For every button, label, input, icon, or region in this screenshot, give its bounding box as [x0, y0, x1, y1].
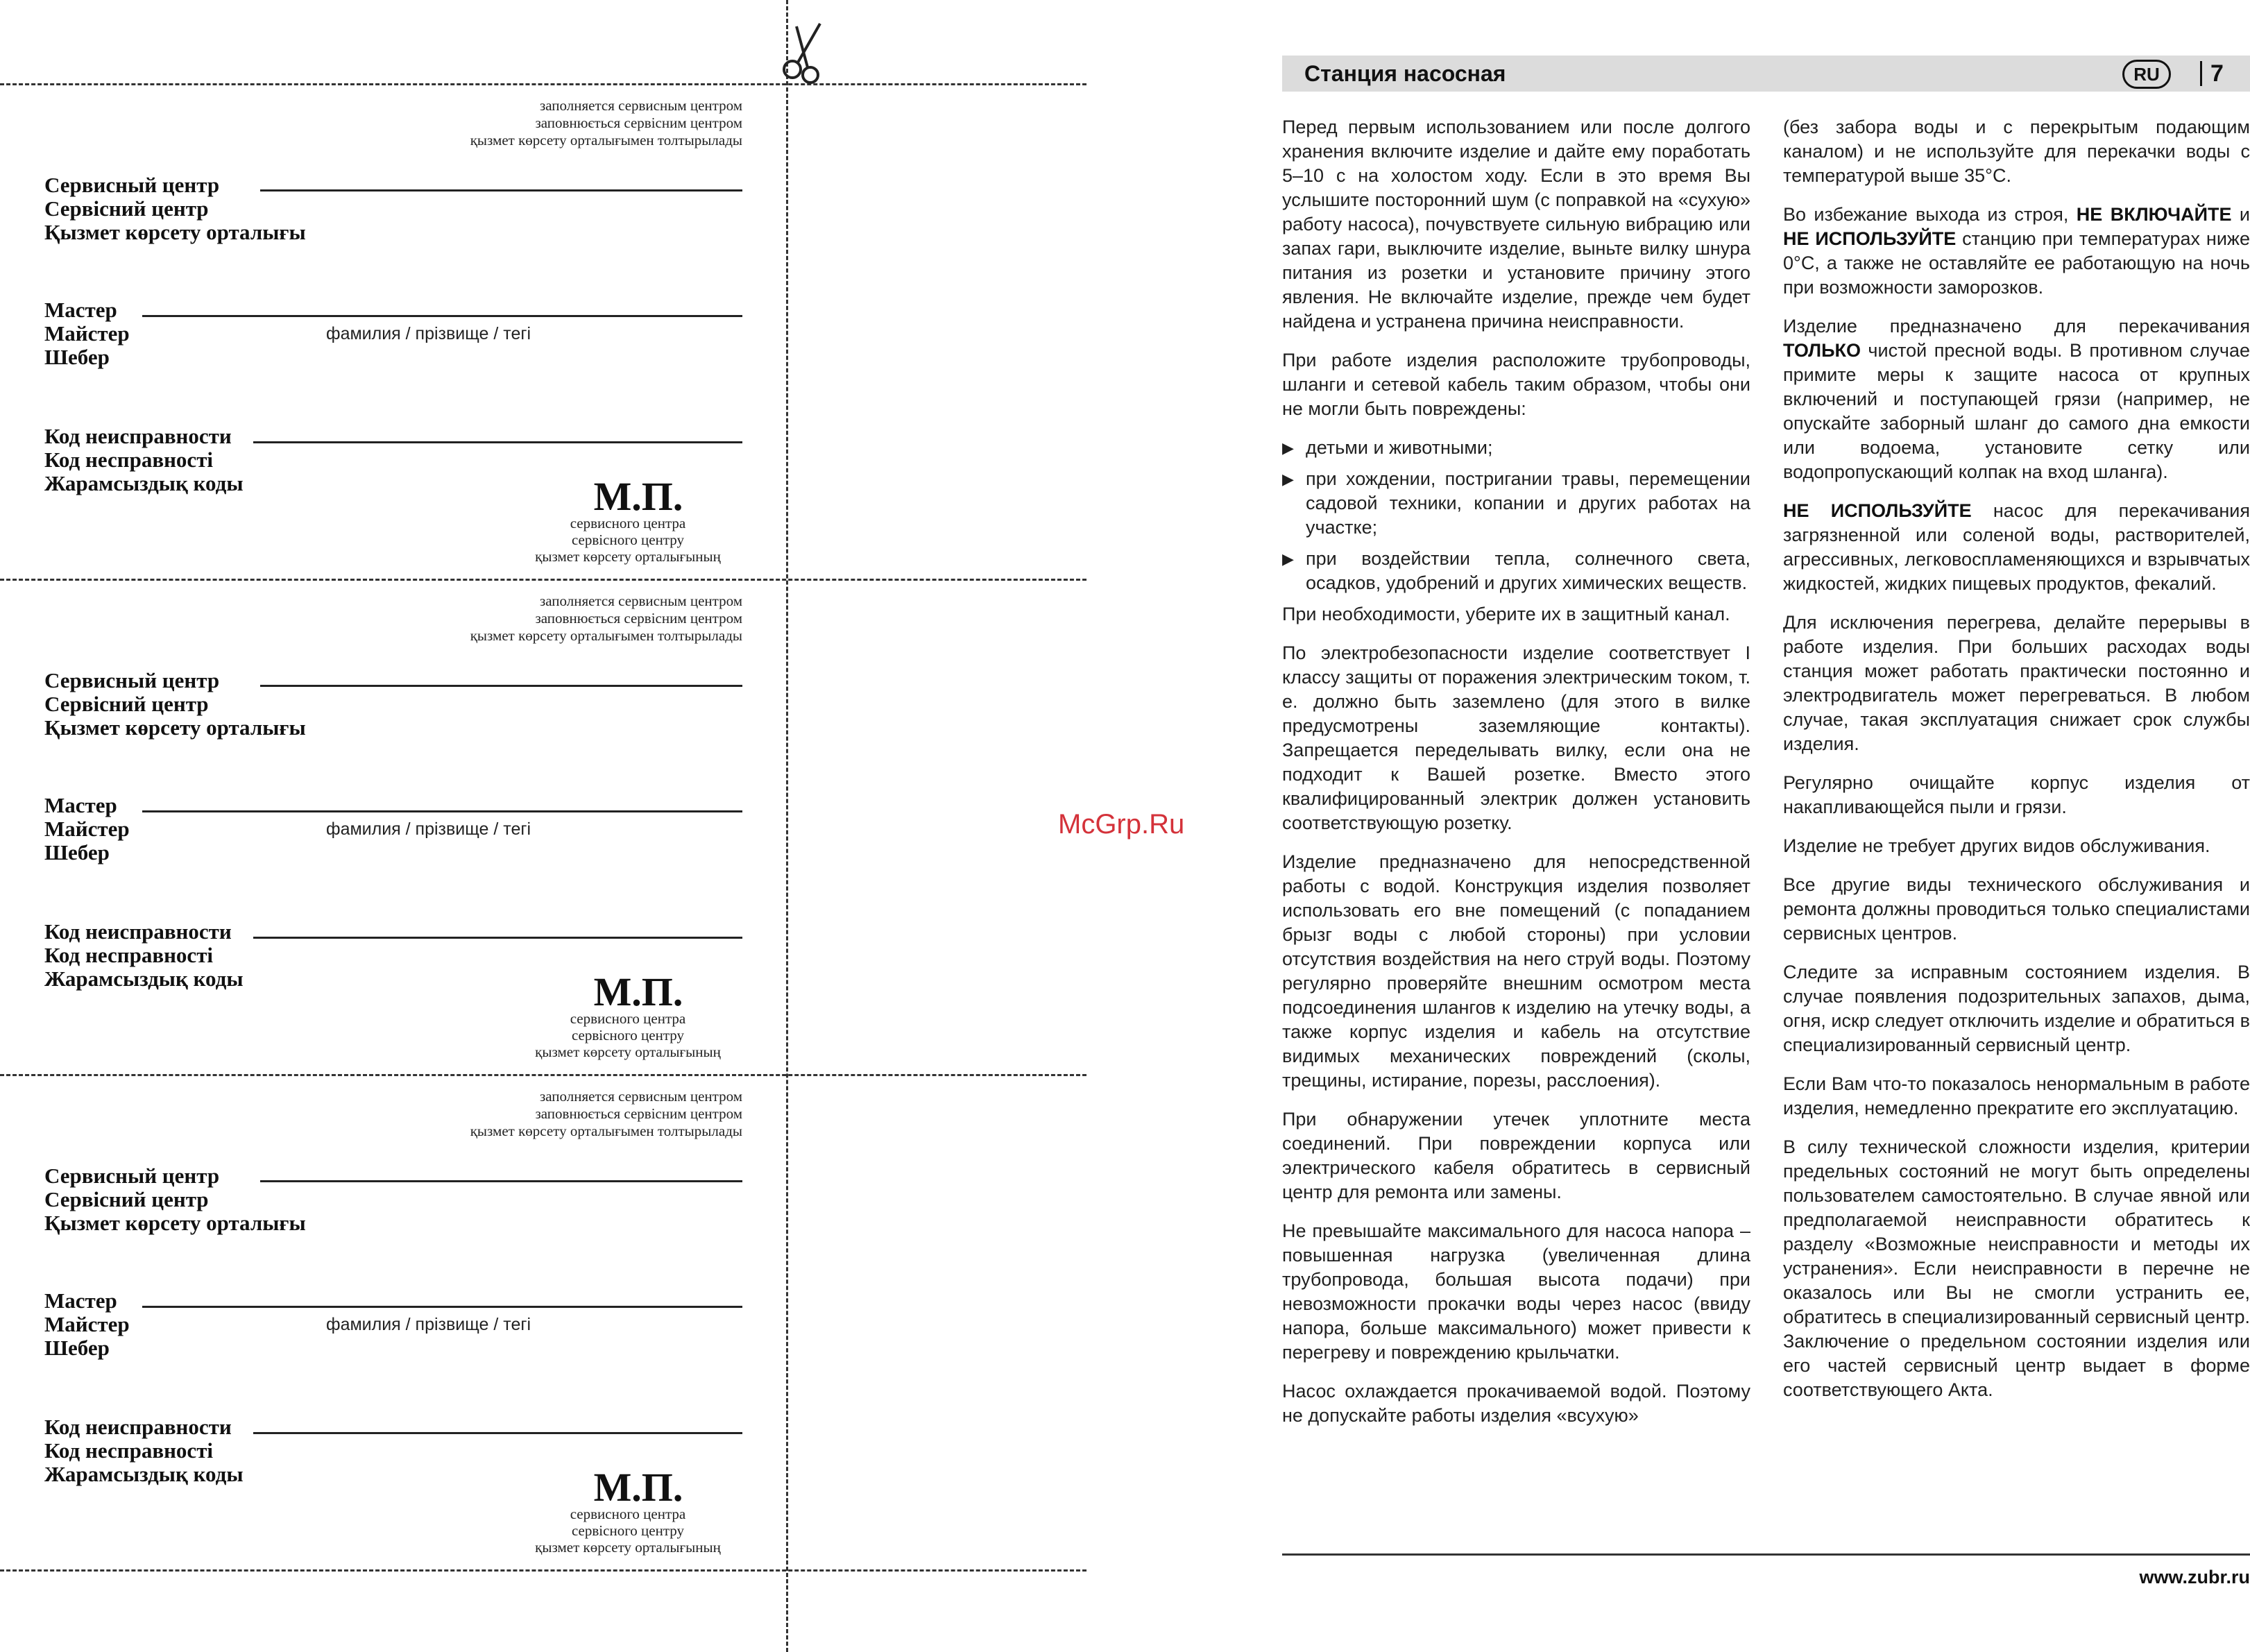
defect-code-label: Код неисправности Код несправності Жарамсыздық коды — [44, 424, 244, 495]
scissors-icon — [781, 21, 837, 85]
stamp-label: М.П. — [593, 474, 683, 519]
paragraph: В силу технической сложности изделия, критерии предельных состояний не могут быть определены пользователем самостоятельно. В случае явной или предполагаемой неисправности обратитесь к разделу «Возможные неисправности и методы их устранения». Если неисправности в перечне не оказалось или Вы не смогли устранить ее, обратитесь в специализированный сервисный центр. Заключение о предельном состоянии изделия или его частей сервисный центр выдает в форме соответствующего Акта. — [1783, 1136, 2250, 1400]
paragraph: При работе изделия расположите трубопроводы, шланги и сетевой кабель таким образом, чтобы они не могли быть повреждены: — [1282, 350, 1750, 419]
master-label: Мастер Майстер Шебер — [44, 298, 130, 369]
bullet-arrow-icon: ▶ — [1282, 470, 1294, 488]
filled-by-note: заполняется сервисным центром заповнюється сервісним центром қызмет көрсету орталығымен толтырылады — [470, 1088, 742, 1139]
paragraph: НЕ ИСПОЛЬЗУЙТЕ насос для перекачивания загрязненной или соленой воды, растворителей, агрессивных, легковоспламеняющихся и взрывчатых жидкостей, жидких пищевых продуктов, фекалий. — [1783, 500, 2250, 594]
filled-by-note: заполняется сервисным центром заповнюється сервісним центром қызмет көрсету орталығымен толтырылады — [470, 97, 742, 148]
paragraph: Для исключения перегрева, делайте перерывы в работе изделия. При больших расходах воды станция может работать практически постоянно и электродвигатель может перегреваться. В любом случае, такая эксплуатация снижает срок службы изделия. — [1783, 612, 2250, 754]
vertical-cut-line — [786, 0, 788, 1652]
master-field[interactable] — [142, 315, 742, 317]
cut-line-bottom — [0, 1569, 1086, 1572]
paragraph: Во избежание выхода из строя, НЕ ВКЛЮЧАЙТЕ и НЕ ИСПОЛЬЗУЙТЕ станцию при температурах ниже 0°С, а также не оставляйте ее работающую на ночь при возможности заморозков. — [1783, 204, 2250, 298]
paragraph: Не превышайте максимального для насоса напора – повышенная нагрузка (увеличенная длина трубопровода, большая высота подачи) при невозможности прокачки воды через насос (ввиду напора, больше максимального) может привести к перегреву и повреждению крыльчатки. — [1282, 1220, 1750, 1363]
defect-code-label: Код неисправности Код несправності Жарамсыздық коды — [44, 1415, 244, 1486]
paragraph: Насос охлаждается прокачиваемой водой. Поэтому не допускайте работы изделия «всухую» — [1282, 1381, 1750, 1426]
master-field[interactable] — [142, 810, 742, 812]
warranty-coupon-2 — [0, 495, 786, 1074]
service-center-field[interactable] — [260, 685, 742, 687]
page-number: 7 — [2210, 60, 2224, 87]
paragraph: Изделие предназначено для перекачивания ТОЛЬКО чистой пресной воды. В противном случае примите меры к защите насоса от крупных включений и поступающей грязи (например, не опускайте заборный шланг до самого дна емкости или водоема, установите сетку или водопропускающий колпак на вход шланга). — [1783, 316, 2250, 482]
paragraph: Изделие предназначено для непосредственной работы с водой. Конструкция изделия позволяет использовать его вне помещений (с попаданием брызг воды с любой стороны) при условии отсутствия воздействия на него струй воды. Поэтому регулярно проверяйте внешним осмотром места подсоединения шлангов к изделию на утечку воды, а также корпус изделия и кабель на отсутствие видимых механических повреждений (сколы, трещины, истирание, порезы, расслоения). — [1282, 851, 1750, 1091]
bullet-arrow-icon: ▶ — [1282, 550, 1294, 568]
stamp-caption: сервисного центра сервісного центру қызмет көрсету орталығының — [535, 515, 721, 565]
master-label: Мастер Майстер Шебер — [44, 1288, 130, 1360]
stamp-label: М.П. — [593, 969, 683, 1014]
master-label: Мастер Майстер Шебер — [44, 793, 130, 865]
paragraph: Если Вам что-то показалось ненормальным в работе изделия, немедленно прекратите его эксплуатацию. — [1783, 1073, 2250, 1118]
paragraph: При необходимости, уберите их в защитный канал. — [1282, 604, 1730, 624]
stamp-caption: сервисного центра сервісного центру қызмет көрсету орталығының — [535, 1010, 721, 1060]
paragraph: Изделие не требует других видов обслуживания. — [1783, 835, 2210, 856]
master-field[interactable] — [142, 1306, 742, 1308]
warranty-coupon-1 — [0, 0, 786, 579]
watermark: McGrp.Ru — [1058, 809, 1185, 840]
language-badge: RU — [2122, 60, 2171, 89]
footer-rule — [1282, 1553, 2250, 1556]
list-item: ▶ детьми и животными; — [1282, 436, 1750, 460]
filled-by-note: заполняется сервисным центром заповнюється сервісним центром қызмет көрсету орталығымен толтырылады — [470, 593, 742, 644]
service-center-label: Сервисный центр Сервісний центр Қызмет көрсету орталығы — [44, 173, 306, 244]
defect-code-field[interactable] — [253, 937, 742, 939]
warranty-coupon-3 — [0, 991, 786, 1569]
paragraph: (без забора воды и с перекрытым подающим каналом) и не используйте для перекачки воды с температурой выше 35°С. — [1783, 117, 2250, 186]
paragraph: Регулярно очищайте корпус изделия от накапливающейся пыли и грязи. — [1783, 772, 2250, 817]
list-item: ▶ при воздействии тепла, солнечного света, осадков, удобрений и других химических веществ. — [1282, 547, 1750, 595]
paragraph: Все другие виды технического обслуживания и ремонта должны проводиться только специалистами сервисных центров. — [1783, 874, 2250, 944]
page-title: Станция насосная — [1304, 61, 1506, 86]
paragraph: Перед первым использованием или после долгого хранения включите изделие и дайте ему поработать 5–10 с на холостом ходу. Если в это время Вы услышите посторонний шум (с поправкой на «сухую» работу насоса), почувствуете сильную вибрацию или запах гари, выключите изделие, выньте вилку шнура питания из розетки и установите причину этого явления. Не включайте изделие, прежде чем будет найдена и устранена причина неисправности. — [1282, 117, 1750, 332]
service-center-field[interactable] — [260, 1180, 742, 1182]
paragraph: Следите за исправным состоянием изделия. В случае появления подозрительных запахов, дыма, огня, искр следует отключить изделие и обратиться в специализированный сервисный центр. — [1783, 962, 2250, 1055]
service-center-field[interactable] — [260, 189, 742, 191]
defect-code-field[interactable] — [253, 441, 742, 443]
service-center-label: Сервисный центр Сервісний центр Қызмет көрсету орталығы — [44, 668, 306, 740]
text-column-right — [1783, 115, 2250, 1417]
defect-code-field[interactable] — [253, 1432, 742, 1434]
header-separator — [2200, 61, 2202, 86]
text-column-left — [1282, 115, 1750, 1442]
list-item: ▶ при хождении, постригании травы, перемещении садовой техники, копании и других работах на участке; — [1282, 467, 1750, 540]
name-hint: фамилия / прізвище / тегі — [326, 819, 531, 839]
name-hint: фамилия / прізвище / тегі — [326, 1315, 531, 1334]
paragraph: По электробезопасности изделие соответствует I классу защиты от поражения электрическим током, т. е. должно быть заземлено (для этого в вилке предусмотрены заземляющие контакты). Запрещается переделывать вилку, если она не подходит к Вашей розетке. Вместо этого квалифицированный электрик должен установить соответствующую розетку. — [1282, 642, 1750, 833]
stamp-label: М.П. — [593, 1465, 683, 1510]
defect-code-label: Код неисправности Код несправності Жарамсыздық коды — [44, 919, 244, 991]
stamp-caption: сервисного центра сервісного центру қызмет көрсету орталығының — [535, 1506, 721, 1556]
footer-website: www.zubr.ru — [2139, 1567, 2250, 1587]
service-center-label: Сервисный центр Сервісний центр Қызмет көрсету орталығы — [44, 1164, 306, 1235]
bullet-arrow-icon: ▶ — [1282, 439, 1294, 457]
name-hint: фамилия / прізвище / тегі — [326, 324, 531, 343]
paragraph: При обнаружении утечек уплотните места соединений. При повреждении корпуса или электрического кабеля обратитесь в сервисный центр для ремонта или замены. — [1282, 1109, 1750, 1202]
